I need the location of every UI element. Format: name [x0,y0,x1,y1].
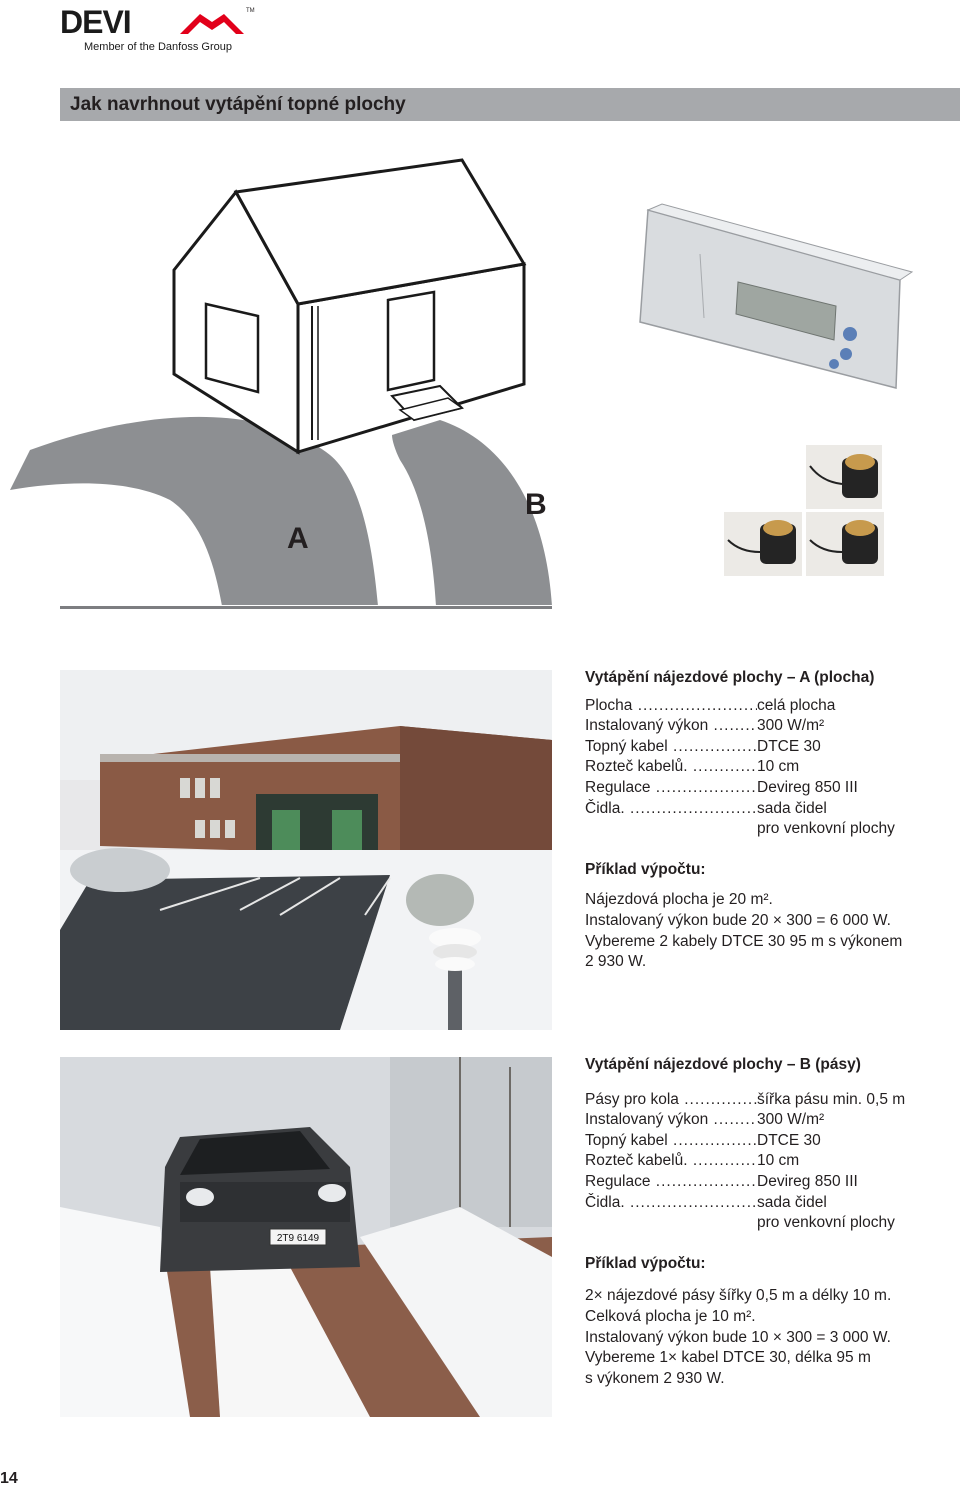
label-area-a: A [287,522,309,555]
sensor-icon [806,512,884,576]
spec-value: 300 W/m² [757,717,825,735]
devi-logo [60,4,255,54]
photo-heated-area [60,670,552,1030]
spec-value: sada čidel [757,799,827,817]
spec-value: sada čidel [757,1193,827,1211]
spec-key: Regulace ..... [585,778,757,799]
section-a-example [585,890,945,972]
spec-value: DTCE 30 [757,737,821,755]
spec-row [585,1193,945,1214]
spec-key: Čidla. ..... [585,1193,757,1214]
example-line: 2× nájezdové pásy šířky 0,5 m a délky 10 m. [585,1287,892,1305]
section-b-specs [585,1090,945,1234]
spec-row [585,1213,945,1234]
spec-value: pro venkovní plochy [757,820,895,838]
spec-row [585,778,945,799]
logo-tagline: Member of the Danfoss Group [84,41,232,53]
spec-value: pro venkovní plochy [757,1214,895,1232]
spec-key: Plocha ..... [585,696,757,717]
photo-heated-strips [60,1057,552,1417]
section-b-text [585,1055,945,1389]
sensor-icon [724,512,802,576]
spec-row [585,819,945,840]
spec-value: 10 cm [757,758,800,776]
section-a-example-heading: Příklad výpočtu: [585,860,706,878]
section-b-example [585,1286,945,1389]
controller-device-icon [640,204,912,388]
example-line: Vybereme 2 kabely DTCE 30 95 m s výkonem [585,932,903,950]
section-a-heading: Vytápění nájezdové plochy – A (plocha) [585,669,875,686]
example-line: s výkonem 2 930 W. [585,1369,725,1387]
logo-swoosh-icon [178,8,250,38]
example-line: Vybereme 1× kabel DTCE 30, délka 95 m [585,1349,871,1367]
spec-row [585,696,945,717]
section-b-example-heading: Příklad výpočtu: [585,1254,706,1272]
label-area-b: B [525,488,547,521]
driveway-illustration [0,125,960,605]
spec-value: šířka pásu min. 0,5 m [757,1090,906,1108]
example-line: Celková plocha je 10 m². [585,1307,756,1325]
spec-row [585,737,945,758]
example-line: Instalovaný výkon bude 10 × 300 = 3 000 W. [585,1328,891,1346]
example-line: Instalovaný výkon bude 20 × 300 = 6 000 W. [585,911,891,929]
example-line: Nájezdová plocha je 20 m². [585,891,773,909]
spec-value: Devireg 850 III [757,778,858,796]
spec-key: Pásy pro kola ..... [585,1090,757,1111]
spec-key: Topný kabel ..... [585,737,757,758]
section-a-specs [585,696,945,840]
section-b-heading: Vytápění nájezdové plochy – B (pásy) [585,1056,861,1073]
spec-key: Topný kabel ..... [585,1131,757,1152]
spec-key: Rozteč kabelů. ..... [585,1151,757,1172]
spec-value: DTCE 30 [757,1131,821,1149]
spec-row [585,716,945,737]
page-number: 14 [0,1470,18,1487]
spec-key: Regulace ..... [585,1172,757,1193]
spec-row [585,1131,945,1152]
license-plate: 2T9 6149 [276,1233,320,1244]
spec-row [585,757,945,778]
spec-key: Rozteč kabelů. ..... [585,757,757,778]
title-band [60,88,960,121]
page-title: Jak navrhnout vytápění topné plochy [70,94,406,115]
spec-value: 10 cm [757,1152,800,1170]
logo-wordmark: DEVI [60,4,131,40]
spec-value: Devireg 850 III [757,1172,858,1190]
logo-trademark: TM [246,8,255,14]
example-line: 2 930 W. [585,953,647,971]
spec-value: 300 W/m² [757,1111,825,1129]
spec-row [585,799,945,820]
spec-key: Instalovaný výkon ..... [585,716,757,737]
spec-row [585,1090,945,1111]
divider [60,606,552,609]
spec-key: Instalovaný výkon ..... [585,1110,757,1131]
spec-row [585,1172,945,1193]
spec-row [585,1110,945,1131]
spec-row [585,1151,945,1172]
spec-value: celá plocha [757,696,836,714]
sensor-icon [806,445,882,509]
section-a-text [585,668,945,973]
spec-key: Čidla. ..... [585,799,757,820]
